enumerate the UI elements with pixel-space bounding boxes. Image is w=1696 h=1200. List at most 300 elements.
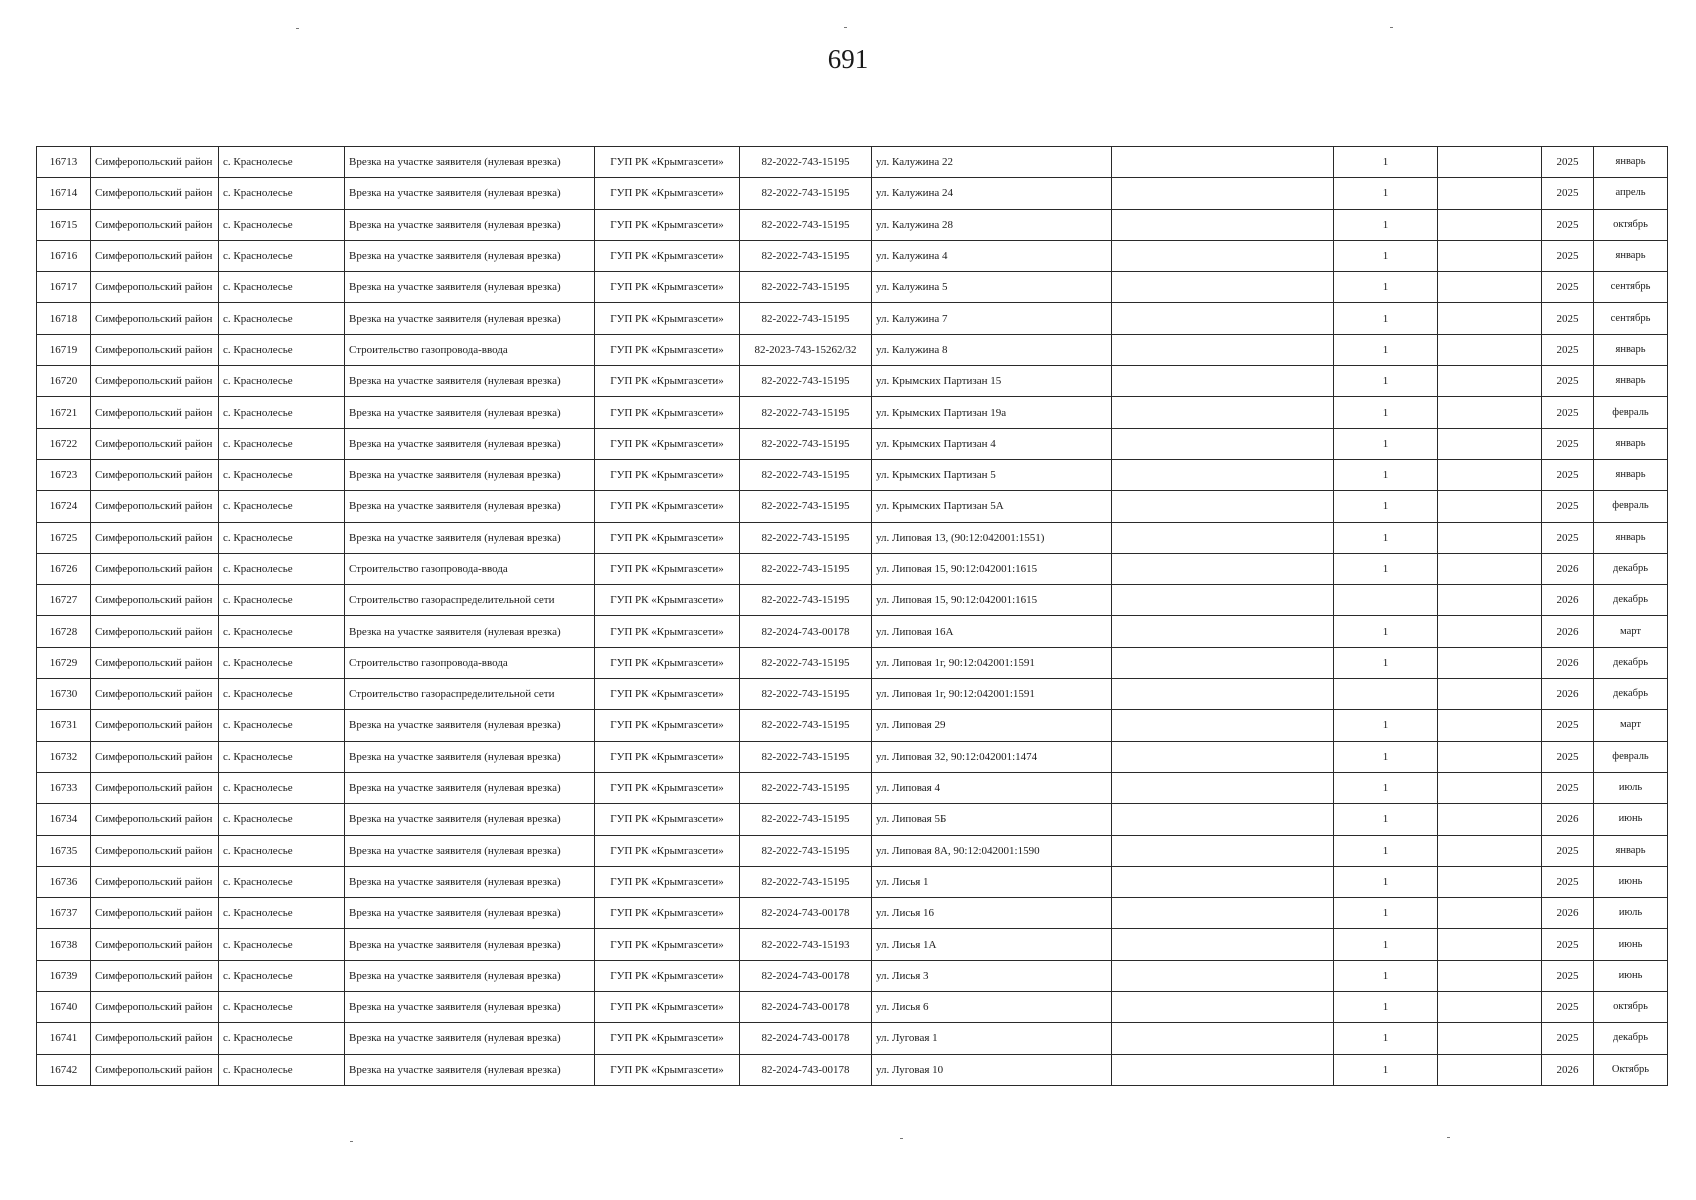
- table-row: [37, 334, 1668, 365]
- address-cell: ул. Лисья 16: [872, 898, 1112, 929]
- year-cell: 2026: [1542, 679, 1594, 710]
- empty-cell: [1438, 741, 1542, 772]
- month-cell: июнь: [1594, 929, 1668, 960]
- row-number: 16738: [37, 929, 91, 960]
- row-number: 16713: [37, 147, 91, 178]
- quantity-cell: 1: [1334, 491, 1438, 522]
- month-cell: февраль: [1594, 397, 1668, 428]
- district-cell: Симферопольский район: [91, 522, 219, 553]
- village-cell: с. Краснолесье: [219, 898, 345, 929]
- month-cell: июль: [1594, 772, 1668, 803]
- address-cell: ул. Липовая 29: [872, 710, 1112, 741]
- district-cell: Симферопольский район: [91, 647, 219, 678]
- empty-cell: [1438, 553, 1542, 584]
- quantity-cell: 1: [1334, 553, 1438, 584]
- organization-cell: ГУП РК «Крымгазсети»: [595, 240, 740, 271]
- row-number: 16725: [37, 522, 91, 553]
- address-cell: ул. Липовая 16А: [872, 616, 1112, 647]
- work-type-cell: Врезка на участке заявителя (нулевая врезка): [345, 240, 595, 271]
- object-code-cell: 82-2022-743-15195: [740, 459, 872, 490]
- address-cell: ул. Липовая 15, 90:12:042001:1615: [872, 553, 1112, 584]
- district-cell: Симферопольский район: [91, 428, 219, 459]
- district-cell: Симферопольский район: [91, 992, 219, 1023]
- month-cell: февраль: [1594, 741, 1668, 772]
- object-code-cell: 82-2022-743-15195: [740, 397, 872, 428]
- row-number: 16732: [37, 741, 91, 772]
- district-cell: Симферопольский район: [91, 240, 219, 271]
- village-cell: с. Краснолесье: [219, 147, 345, 178]
- village-cell: с. Краснолесье: [219, 1054, 345, 1085]
- year-cell: 2025: [1542, 1023, 1594, 1054]
- address-cell: ул. Луговая 1: [872, 1023, 1112, 1054]
- empty-cell: [1438, 334, 1542, 365]
- row-number: 16739: [37, 960, 91, 991]
- quantity-cell: [1334, 585, 1438, 616]
- object-code-cell: 82-2022-743-15195: [740, 647, 872, 678]
- district-cell: Симферопольский район: [91, 334, 219, 365]
- work-type-cell: Врезка на участке заявителя (нулевая врезка): [345, 929, 595, 960]
- empty-cell: [1112, 428, 1334, 459]
- village-cell: с. Краснолесье: [219, 459, 345, 490]
- year-cell: 2025: [1542, 428, 1594, 459]
- address-cell: ул. Крымских Партизан 5: [872, 459, 1112, 490]
- village-cell: с. Краснолесье: [219, 616, 345, 647]
- object-code-cell: 82-2022-743-15195: [740, 209, 872, 240]
- organization-cell: ГУП РК «Крымгазсети»: [595, 553, 740, 584]
- work-type-cell: Врезка на участке заявителя (нулевая врезка): [345, 272, 595, 303]
- address-cell: ул. Липовая 13, (90:12:042001:1551): [872, 522, 1112, 553]
- empty-cell: [1112, 459, 1334, 490]
- organization-cell: ГУП РК «Крымгазсети»: [595, 772, 740, 803]
- quantity-cell: 1: [1334, 741, 1438, 772]
- district-cell: Симферопольский район: [91, 898, 219, 929]
- district-cell: Симферопольский район: [91, 772, 219, 803]
- village-cell: с. Краснолесье: [219, 741, 345, 772]
- work-type-cell: Врезка на участке заявителя (нулевая врезка): [345, 898, 595, 929]
- district-cell: Симферопольский район: [91, 1023, 219, 1054]
- village-cell: с. Краснолесье: [219, 710, 345, 741]
- quantity-cell: 1: [1334, 804, 1438, 835]
- empty-cell: [1438, 929, 1542, 960]
- month-cell: январь: [1594, 366, 1668, 397]
- organization-cell: ГУП РК «Крымгазсети»: [595, 866, 740, 897]
- work-type-cell: Строительство газопровода-ввода: [345, 553, 595, 584]
- organization-cell: ГУП РК «Крымгазсети»: [595, 366, 740, 397]
- work-type-cell: Врезка на участке заявителя (нулевая врезка): [345, 303, 595, 334]
- work-type-cell: Врезка на участке заявителя (нулевая врезка): [345, 147, 595, 178]
- work-type-cell: Врезка на участке заявителя (нулевая врезка): [345, 992, 595, 1023]
- month-cell: февраль: [1594, 491, 1668, 522]
- month-cell: декабрь: [1594, 585, 1668, 616]
- quantity-cell: 1: [1334, 772, 1438, 803]
- village-cell: с. Краснолесье: [219, 522, 345, 553]
- organization-cell: ГУП РК «Крымгазсети»: [595, 209, 740, 240]
- district-cell: Симферопольский район: [91, 366, 219, 397]
- quantity-cell: 1: [1334, 616, 1438, 647]
- row-number: 16716: [37, 240, 91, 271]
- empty-cell: [1438, 428, 1542, 459]
- year-cell: 2026: [1542, 898, 1594, 929]
- month-cell: март: [1594, 710, 1668, 741]
- table-row: [37, 710, 1668, 741]
- village-cell: с. Краснолесье: [219, 772, 345, 803]
- table-row: [37, 992, 1668, 1023]
- row-number: 16726: [37, 553, 91, 584]
- address-cell: ул. Лисья 3: [872, 960, 1112, 991]
- quantity-cell: 1: [1334, 366, 1438, 397]
- empty-cell: [1438, 178, 1542, 209]
- district-cell: Симферопольский район: [91, 303, 219, 334]
- organization-cell: ГУП РК «Крымгазсети»: [595, 960, 740, 991]
- object-code-cell: 82-2022-743-15195: [740, 178, 872, 209]
- empty-cell: [1112, 1023, 1334, 1054]
- year-cell: 2025: [1542, 772, 1594, 803]
- empty-cell: [1438, 772, 1542, 803]
- district-cell: Симферопольский район: [91, 960, 219, 991]
- empty-cell: [1112, 240, 1334, 271]
- work-type-cell: Врезка на участке заявителя (нулевая врезка): [345, 459, 595, 490]
- organization-cell: ГУП РК «Крымгазсети»: [595, 272, 740, 303]
- address-cell: ул. Липовая 1г, 90:12:042001:1591: [872, 679, 1112, 710]
- work-type-cell: Врезка на участке заявителя (нулевая врезка): [345, 178, 595, 209]
- work-type-cell: Врезка на участке заявителя (нулевая врезка): [345, 397, 595, 428]
- address-cell: ул. Липовая 8А, 90:12:042001:1590: [872, 835, 1112, 866]
- table-row: [37, 147, 1668, 178]
- empty-cell: [1112, 366, 1334, 397]
- month-cell: декабрь: [1594, 1023, 1668, 1054]
- organization-cell: ГУП РК «Крымгазсети»: [595, 1023, 740, 1054]
- empty-cell: [1112, 334, 1334, 365]
- year-cell: 2025: [1542, 240, 1594, 271]
- village-cell: с. Краснолесье: [219, 992, 345, 1023]
- scan-speck: [1447, 1137, 1450, 1138]
- table-row: [37, 366, 1668, 397]
- district-cell: Симферопольский район: [91, 553, 219, 584]
- empty-cell: [1438, 240, 1542, 271]
- row-number: 16734: [37, 804, 91, 835]
- row-number: 16728: [37, 616, 91, 647]
- object-code-cell: 82-2022-743-15195: [740, 679, 872, 710]
- address-cell: ул. Крымских Партизан 15: [872, 366, 1112, 397]
- month-cell: октябрь: [1594, 992, 1668, 1023]
- object-code-cell: 82-2022-743-15195: [740, 366, 872, 397]
- empty-cell: [1112, 647, 1334, 678]
- organization-cell: ГУП РК «Крымгазсети»: [595, 459, 740, 490]
- quantity-cell: 1: [1334, 272, 1438, 303]
- work-type-cell: Врезка на участке заявителя (нулевая врезка): [345, 772, 595, 803]
- table-row: [37, 397, 1668, 428]
- quantity-cell: 1: [1334, 647, 1438, 678]
- empty-cell: [1438, 491, 1542, 522]
- address-cell: ул. Калужина 5: [872, 272, 1112, 303]
- object-code-cell: 82-2022-743-15195: [740, 240, 872, 271]
- table-row: [37, 866, 1668, 897]
- object-code-cell: 82-2022-743-15195: [740, 710, 872, 741]
- address-cell: ул. Крымских Партизан 4: [872, 428, 1112, 459]
- year-cell: 2025: [1542, 147, 1594, 178]
- empty-cell: [1438, 616, 1542, 647]
- empty-cell: [1438, 710, 1542, 741]
- organization-cell: ГУП РК «Крымгазсети»: [595, 334, 740, 365]
- village-cell: с. Краснолесье: [219, 272, 345, 303]
- scan-speck: [844, 27, 847, 28]
- month-cell: сентябрь: [1594, 303, 1668, 334]
- month-cell: Октябрь: [1594, 1054, 1668, 1085]
- month-cell: январь: [1594, 147, 1668, 178]
- table-row: [37, 459, 1668, 490]
- district-cell: Симферопольский район: [91, 491, 219, 522]
- empty-cell: [1112, 147, 1334, 178]
- object-code-cell: 82-2022-743-15195: [740, 272, 872, 303]
- address-cell: ул. Липовая 1г, 90:12:042001:1591: [872, 647, 1112, 678]
- organization-cell: ГУП РК «Крымгазсети»: [595, 710, 740, 741]
- address-cell: ул. Лисья 6: [872, 992, 1112, 1023]
- scan-speck: [1390, 27, 1393, 28]
- scan-speck: [900, 1138, 903, 1139]
- month-cell: январь: [1594, 459, 1668, 490]
- work-type-cell: Врезка на участке заявителя (нулевая врезка): [345, 804, 595, 835]
- year-cell: 2025: [1542, 459, 1594, 490]
- address-cell: ул. Калужина 8: [872, 334, 1112, 365]
- table-row: [37, 741, 1668, 772]
- empty-cell: [1438, 147, 1542, 178]
- row-number: 16737: [37, 898, 91, 929]
- village-cell: с. Краснолесье: [219, 240, 345, 271]
- table-row: [37, 209, 1668, 240]
- month-cell: март: [1594, 616, 1668, 647]
- year-cell: 2026: [1542, 804, 1594, 835]
- row-number: 16721: [37, 397, 91, 428]
- object-code-cell: 82-2022-743-15195: [740, 553, 872, 584]
- work-type-cell: Врезка на участке заявителя (нулевая врезка): [345, 522, 595, 553]
- organization-cell: ГУП РК «Крымгазсети»: [595, 741, 740, 772]
- year-cell: 2025: [1542, 960, 1594, 991]
- month-cell: январь: [1594, 522, 1668, 553]
- empty-cell: [1112, 1054, 1334, 1085]
- table-row: [37, 929, 1668, 960]
- table-row: [37, 772, 1668, 803]
- month-cell: январь: [1594, 428, 1668, 459]
- district-cell: Симферопольский район: [91, 679, 219, 710]
- month-cell: декабрь: [1594, 553, 1668, 584]
- empty-cell: [1112, 992, 1334, 1023]
- empty-cell: [1112, 898, 1334, 929]
- village-cell: с. Краснолесье: [219, 553, 345, 584]
- organization-cell: ГУП РК «Крымгазсети»: [595, 898, 740, 929]
- registry-table: [36, 146, 1668, 1086]
- organization-cell: ГУП РК «Крымгазсети»: [595, 992, 740, 1023]
- year-cell: 2026: [1542, 553, 1594, 584]
- district-cell: Симферопольский район: [91, 741, 219, 772]
- quantity-cell: 1: [1334, 835, 1438, 866]
- address-cell: ул. Липовая 4: [872, 772, 1112, 803]
- district-cell: Симферопольский район: [91, 866, 219, 897]
- work-type-cell: Строительство газораспределительной сети: [345, 585, 595, 616]
- address-cell: ул. Липовая 15, 90:12:042001:1615: [872, 585, 1112, 616]
- object-code-cell: 82-2022-743-15195: [740, 866, 872, 897]
- work-type-cell: Врезка на участке заявителя (нулевая врезка): [345, 835, 595, 866]
- year-cell: 2025: [1542, 366, 1594, 397]
- village-cell: с. Краснолесье: [219, 303, 345, 334]
- year-cell: 2025: [1542, 272, 1594, 303]
- year-cell: 2025: [1542, 835, 1594, 866]
- table-row: [37, 616, 1668, 647]
- empty-cell: [1438, 960, 1542, 991]
- village-cell: с. Краснолесье: [219, 679, 345, 710]
- month-cell: сентябрь: [1594, 272, 1668, 303]
- empty-cell: [1438, 585, 1542, 616]
- village-cell: с. Краснолесье: [219, 491, 345, 522]
- table-row: [37, 272, 1668, 303]
- empty-cell: [1112, 397, 1334, 428]
- scan-speck: [350, 1141, 353, 1142]
- object-code-cell: 82-2024-743-00178: [740, 992, 872, 1023]
- quantity-cell: 1: [1334, 522, 1438, 553]
- quantity-cell: 1: [1334, 397, 1438, 428]
- address-cell: ул. Калужина 24: [872, 178, 1112, 209]
- empty-cell: [1112, 835, 1334, 866]
- work-type-cell: Врезка на участке заявителя (нулевая врезка): [345, 428, 595, 459]
- object-code-cell: 82-2024-743-00178: [740, 960, 872, 991]
- quantity-cell: 1: [1334, 1023, 1438, 1054]
- district-cell: Симферопольский район: [91, 147, 219, 178]
- empty-cell: [1112, 960, 1334, 991]
- table-row: [37, 804, 1668, 835]
- quantity-cell: 1: [1334, 992, 1438, 1023]
- quantity-cell: 1: [1334, 898, 1438, 929]
- quantity-cell: 1: [1334, 334, 1438, 365]
- year-cell: 2025: [1542, 491, 1594, 522]
- year-cell: 2025: [1542, 303, 1594, 334]
- village-cell: с. Краснолесье: [219, 585, 345, 616]
- district-cell: Симферопольский район: [91, 710, 219, 741]
- month-cell: январь: [1594, 240, 1668, 271]
- row-number: 16736: [37, 866, 91, 897]
- object-code-cell: 82-2022-743-15195: [740, 491, 872, 522]
- table-row: [37, 522, 1668, 553]
- address-cell: ул. Луговая 10: [872, 1054, 1112, 1085]
- empty-cell: [1438, 272, 1542, 303]
- empty-cell: [1438, 522, 1542, 553]
- organization-cell: ГУП РК «Крымгазсети»: [595, 679, 740, 710]
- month-cell: июнь: [1594, 866, 1668, 897]
- object-code-cell: 82-2022-743-15195: [740, 772, 872, 803]
- village-cell: с. Краснолесье: [219, 366, 345, 397]
- empty-cell: [1438, 459, 1542, 490]
- quantity-cell: 1: [1334, 929, 1438, 960]
- object-code-cell: 82-2024-743-00178: [740, 1023, 872, 1054]
- row-number: 16729: [37, 647, 91, 678]
- village-cell: с. Краснолесье: [219, 929, 345, 960]
- organization-cell: ГУП РК «Крымгазсети»: [595, 147, 740, 178]
- object-code-cell: 82-2022-743-15195: [740, 835, 872, 866]
- district-cell: Симферопольский район: [91, 272, 219, 303]
- year-cell: 2025: [1542, 334, 1594, 365]
- quantity-cell: 1: [1334, 710, 1438, 741]
- work-type-cell: Врезка на участке заявителя (нулевая врезка): [345, 209, 595, 240]
- empty-cell: [1112, 772, 1334, 803]
- row-number: 16730: [37, 679, 91, 710]
- work-type-cell: Врезка на участке заявителя (нулевая врезка): [345, 1054, 595, 1085]
- row-number: 16719: [37, 334, 91, 365]
- table-row: [37, 898, 1668, 929]
- district-cell: Симферопольский район: [91, 397, 219, 428]
- quantity-cell: 1: [1334, 303, 1438, 334]
- village-cell: с. Краснолесье: [219, 835, 345, 866]
- empty-cell: [1112, 522, 1334, 553]
- year-cell: 2025: [1542, 178, 1594, 209]
- work-type-cell: Врезка на участке заявителя (нулевая врезка): [345, 616, 595, 647]
- row-number: 16724: [37, 491, 91, 522]
- organization-cell: ГУП РК «Крымгазсети»: [595, 1054, 740, 1085]
- empty-cell: [1112, 616, 1334, 647]
- address-cell: ул. Калужина 22: [872, 147, 1112, 178]
- district-cell: Симферопольский район: [91, 209, 219, 240]
- empty-cell: [1438, 835, 1542, 866]
- row-number: 16735: [37, 835, 91, 866]
- village-cell: с. Краснолесье: [219, 428, 345, 459]
- row-number: 16727: [37, 585, 91, 616]
- work-type-cell: Врезка на участке заявителя (нулевая врезка): [345, 1023, 595, 1054]
- work-type-cell: Врезка на участке заявителя (нулевая врезка): [345, 366, 595, 397]
- address-cell: ул. Калужина 28: [872, 209, 1112, 240]
- table-row: [37, 1054, 1668, 1085]
- quantity-cell: 1: [1334, 960, 1438, 991]
- quantity-cell: 1: [1334, 428, 1438, 459]
- row-number: 16714: [37, 178, 91, 209]
- table-row: [37, 647, 1668, 678]
- address-cell: ул. Лисья 1А: [872, 929, 1112, 960]
- year-cell: 2026: [1542, 647, 1594, 678]
- table-row: [37, 553, 1668, 584]
- work-type-cell: Строительство газопровода-ввода: [345, 334, 595, 365]
- scan-speck: [296, 28, 299, 29]
- table-row: [37, 240, 1668, 271]
- object-code-cell: 82-2022-743-15195: [740, 303, 872, 334]
- month-cell: октябрь: [1594, 209, 1668, 240]
- empty-cell: [1112, 710, 1334, 741]
- year-cell: 2025: [1542, 522, 1594, 553]
- village-cell: с. Краснолесье: [219, 804, 345, 835]
- empty-cell: [1438, 209, 1542, 240]
- registry-body: [37, 147, 1668, 1086]
- page-number: 691: [827, 44, 869, 74]
- object-code-cell: 82-2022-743-15195: [740, 741, 872, 772]
- village-cell: с. Краснолесье: [219, 960, 345, 991]
- empty-cell: [1112, 741, 1334, 772]
- organization-cell: ГУП РК «Крымгазсети»: [595, 397, 740, 428]
- organization-cell: ГУП РК «Крымгазсети»: [595, 616, 740, 647]
- table-row: [37, 491, 1668, 522]
- year-cell: 2025: [1542, 929, 1594, 960]
- empty-cell: [1112, 209, 1334, 240]
- district-cell: Симферопольский район: [91, 804, 219, 835]
- table-row: [37, 835, 1668, 866]
- year-cell: 2025: [1542, 710, 1594, 741]
- table-row: [37, 585, 1668, 616]
- empty-cell: [1112, 553, 1334, 584]
- quantity-cell: 1: [1334, 866, 1438, 897]
- organization-cell: ГУП РК «Крымгазсети»: [595, 303, 740, 334]
- empty-cell: [1112, 178, 1334, 209]
- organization-cell: ГУП РК «Крымгазсети»: [595, 647, 740, 678]
- object-code-cell: 82-2022-743-15195: [740, 147, 872, 178]
- row-number: 16740: [37, 992, 91, 1023]
- district-cell: Симферопольский район: [91, 929, 219, 960]
- organization-cell: ГУП РК «Крымгазсети»: [595, 428, 740, 459]
- empty-cell: [1438, 366, 1542, 397]
- table-row: [37, 679, 1668, 710]
